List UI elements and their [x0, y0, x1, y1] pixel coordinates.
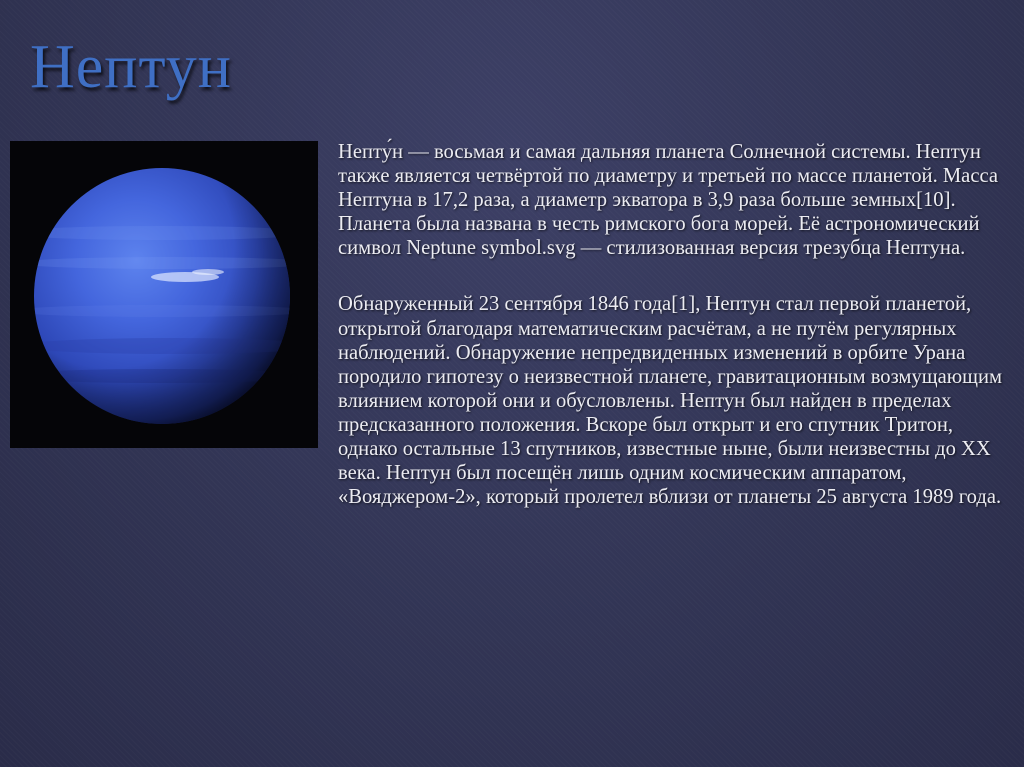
neptune-image: [10, 141, 318, 448]
slide-title: Нептун: [30, 33, 232, 101]
neptune-planet-graphic: [10, 141, 318, 448]
paragraph-discovery: Обнаруженный 23 сентября 1846 года[1], Нептун стал первой планетой, открытой благодаря математическим расчётам, а не путём регулярных наблюдений. Обнаружение непредвиденных изменений в орбите Урана породило гипотезу о неизвестной планете, гравитационным возмущающим влиянием которой они и обусловлены. Нептун был найден в пределах предсказанного положения. Вскоре был открыт и его спутник Тритон, однако остальные 13 спутников, известные ныне, были неизвестны до XX века. Нептун был посещён лишь одним космическим аппаратом, «Вояджером-2», который пролетел вблизи от планеты 25 августа 1989 года.: [338, 293, 1003, 509]
planet-bands: [10, 168, 318, 424]
paragraph-intro: Непту́н — восьмая и самая дальняя планета Солнечной системы. Нептун также является четвёртой по диаметру и третьей по массе планетой. Масса Нептуна в 17,2 раза, а диаметр экватора в 3,9 раза больше земных[10]. Планета была названа в честь римского бога морей. Её астрономический символ Neptune symbol.svg — стилизованная версия трезубца Нептуна.: [338, 141, 998, 260]
description-text: [338, 140, 1010, 509]
